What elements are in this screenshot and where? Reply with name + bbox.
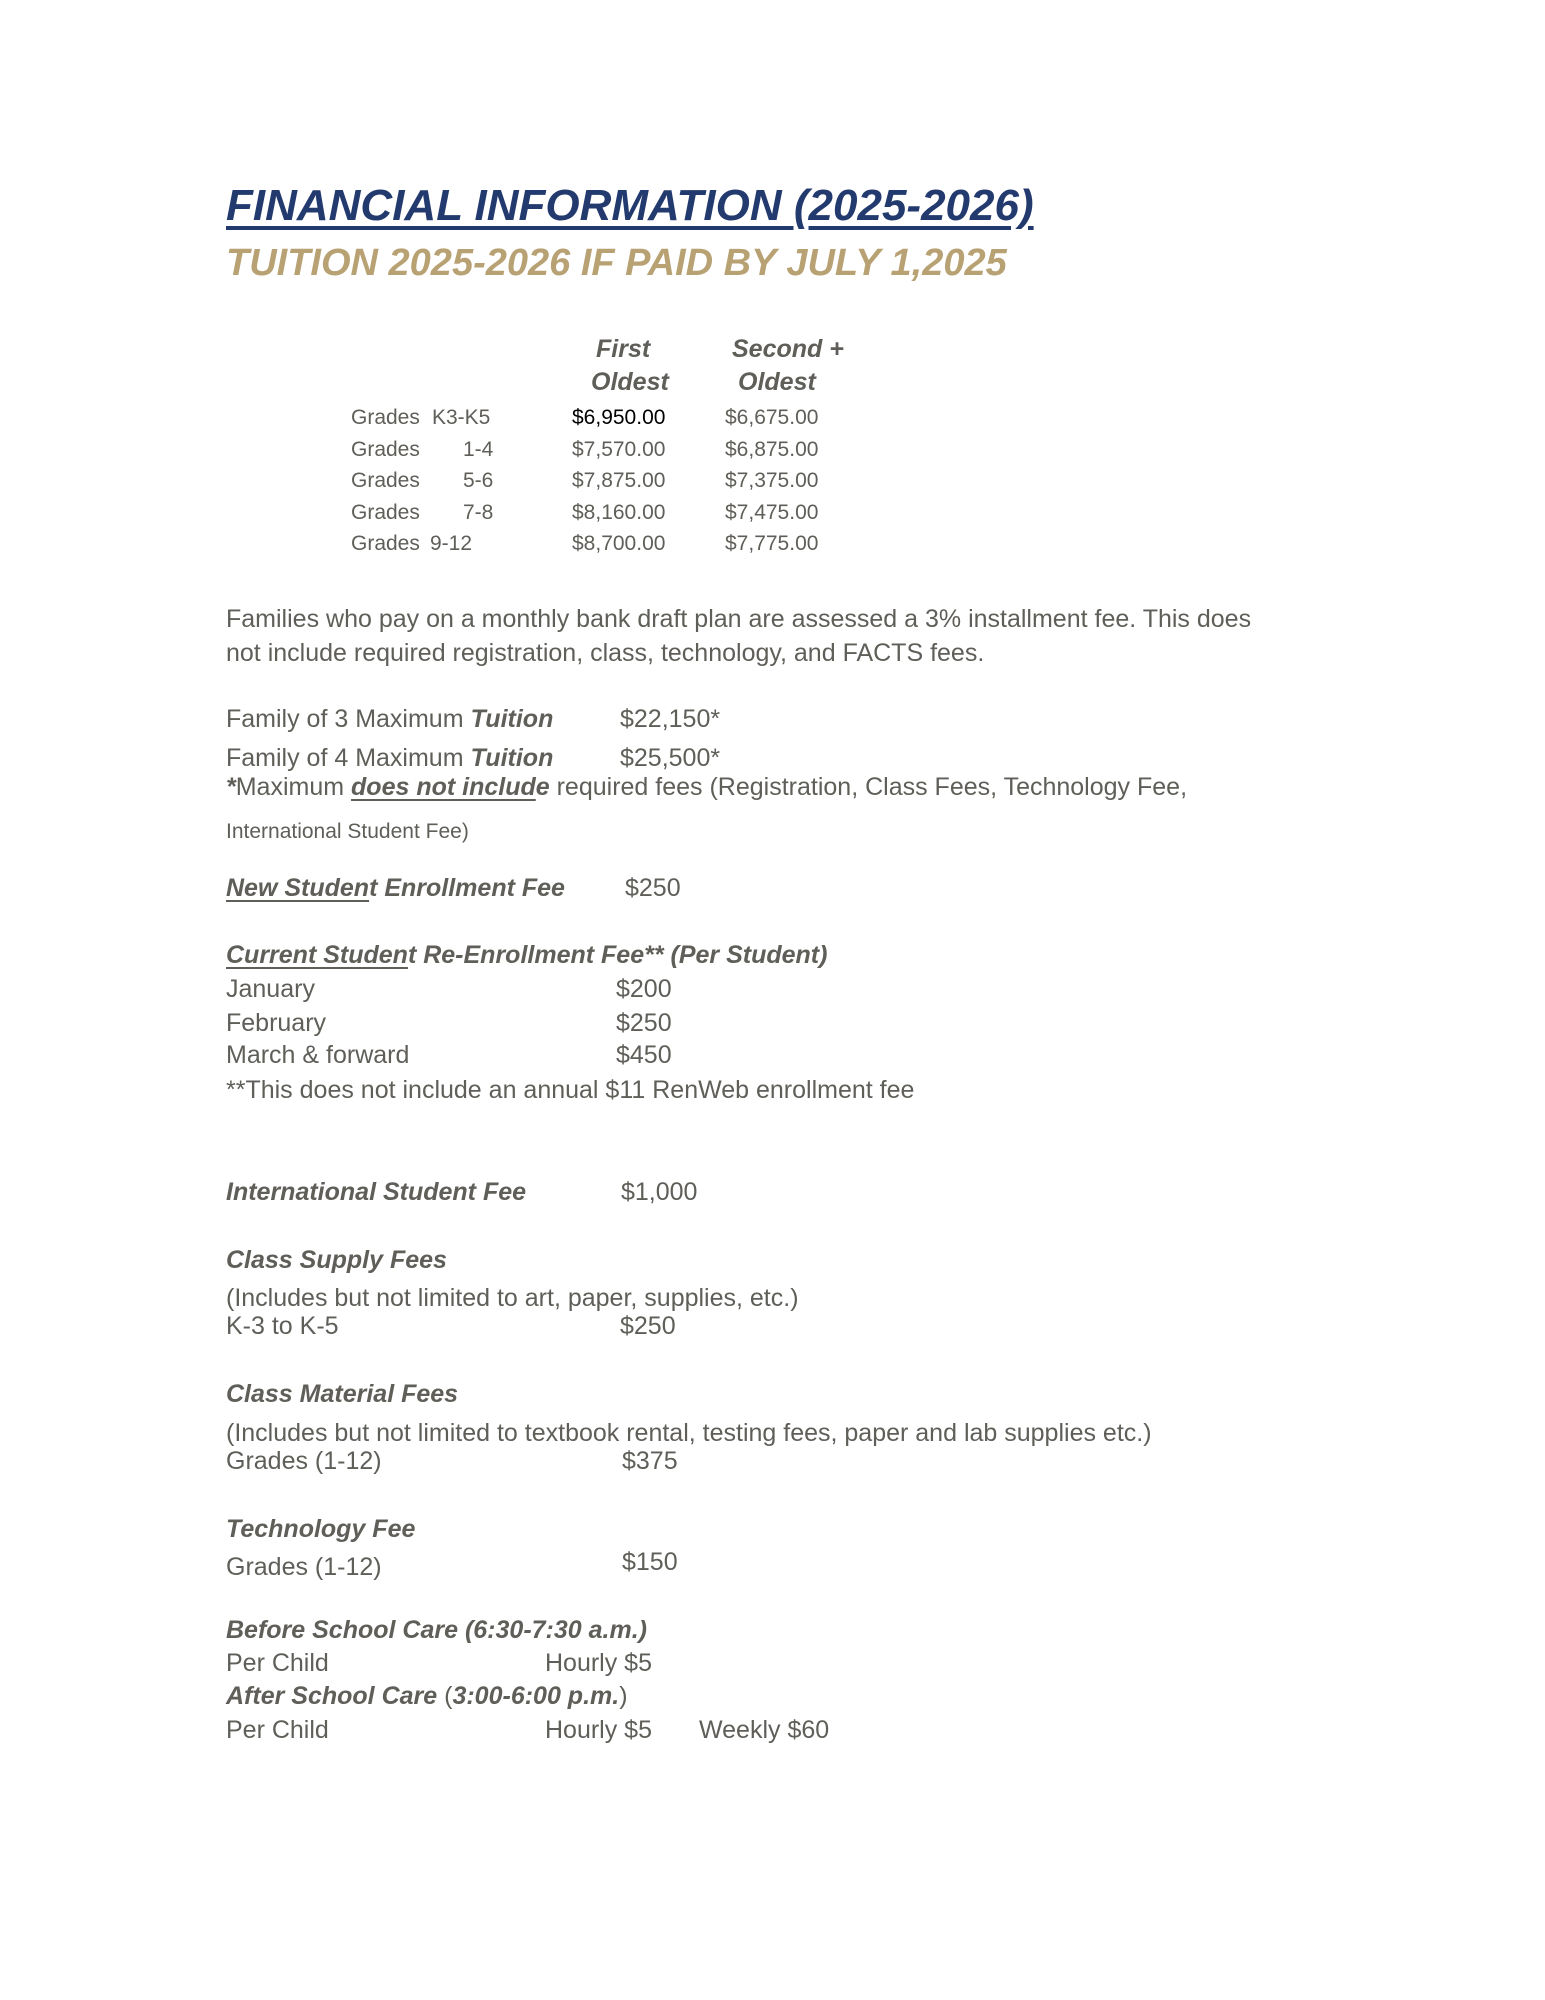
reenrollment-heading-underlined: Current Studen	[226, 941, 408, 969]
class-supply-desc: (Includes but not limited to art, paper, supplies, etc.)	[226, 1284, 799, 1312]
international-fee-label: International Student Fee	[226, 1178, 527, 1206]
family-3-value: $22,150*	[620, 705, 721, 733]
maximum-note-rest: required fees (Registration, Class Fees, Technology Fee,	[549, 773, 1188, 801]
installment-note-line2: not include required registration, class, technology, and FACTS fees.	[226, 639, 985, 667]
row-label: Grades	[351, 406, 420, 429]
col-header-second-line1: Second +	[732, 335, 844, 363]
page-title: FINANCIAL INFORMATION (2025-2026)	[226, 181, 1034, 230]
class-supply-heading: Class Supply Fees	[226, 1246, 447, 1274]
maximum-note-star: *	[226, 773, 236, 801]
col-header-second-line2: Oldest	[738, 368, 816, 396]
row-second-price: $6,675.00	[725, 406, 819, 429]
page-subtitle: TUITION 2025-2026 IF PAID BY JULY 1,2025	[226, 242, 1007, 284]
class-material-value: $375	[622, 1447, 678, 1475]
family-4-value: $25,500*	[620, 744, 721, 772]
maximum-note	[226, 775, 1187, 800]
technology-label: Grades (1-12)	[226, 1553, 382, 1581]
reenrollment-value: $450	[616, 1041, 672, 1069]
col-header-first-line2: Oldest	[591, 368, 669, 396]
family-4-label: Family of 4 Maximum	[226, 744, 471, 772]
row-first-price: $8,160.00	[572, 501, 666, 524]
family-3-emph: Tuition	[470, 705, 554, 733]
reenrollment-label: February	[226, 1009, 327, 1037]
family-3-label: Family of 3 Maximum	[226, 705, 471, 733]
after-care-paren-close: )	[619, 1682, 628, 1710]
after-care-paren-open: (	[437, 1682, 453, 1710]
row-second-price: $7,775.00	[725, 532, 819, 555]
maximum-note-line2: International Student Fee)	[226, 820, 469, 843]
new-student-rest: t Enrollment Fee	[369, 874, 565, 902]
reenrollment-label: March & forward	[226, 1041, 410, 1069]
before-care-hourly: Hourly $5	[545, 1649, 652, 1677]
row-label: Grades	[351, 532, 420, 555]
after-care-time: 3:00-6:00 p.m.	[452, 1682, 620, 1710]
row-label: Grades	[351, 438, 420, 461]
row-first-price: $6,950.00	[572, 406, 666, 429]
after-care-heading	[226, 1684, 628, 1709]
new-student-fee-value: $250	[625, 874, 681, 902]
technology-value: $150	[622, 1548, 678, 1576]
reenrollment-value: $200	[616, 975, 672, 1003]
row-second-price: $7,475.00	[725, 501, 819, 524]
class-material-heading: Class Material Fees	[226, 1380, 459, 1408]
reenrollment-label: January	[226, 975, 315, 1003]
row-range: 7-8	[463, 501, 494, 524]
family-4-emph: Tuition	[470, 744, 554, 772]
reenrollment-heading-rest: t Re-Enrollment Fee** (Per Student)	[407, 941, 828, 969]
row-first-price: $8,700.00	[572, 532, 666, 555]
row-first-price: $7,875.00	[572, 469, 666, 492]
class-supply-value: $250	[620, 1312, 676, 1340]
class-material-desc: (Includes but not limited to textbook rental, testing fees, paper and lab supplies etc.)	[226, 1419, 1152, 1447]
technology-heading: Technology Fee	[226, 1515, 416, 1543]
reenrollment-value: $250	[616, 1009, 672, 1037]
maximum-note-emph: does not includ	[351, 773, 536, 801]
after-care-weekly: Weekly $60	[699, 1716, 830, 1744]
row-range: 9-12	[430, 532, 473, 555]
class-supply-label: K-3 to K-5	[226, 1312, 339, 1340]
row-label: Grades	[351, 501, 420, 524]
after-care-heading-bold: After School Care	[226, 1682, 438, 1710]
maximum-note-word: Maximum	[235, 773, 352, 801]
class-material-label: Grades (1-12)	[226, 1447, 382, 1475]
family-3-max	[226, 707, 553, 732]
row-range: 5-6	[463, 469, 494, 492]
before-care-heading: Before School Care (6:30-7:30 a.m.)	[226, 1616, 647, 1644]
international-fee-value: $1,000	[621, 1178, 698, 1206]
after-care-label: Per Child	[226, 1716, 329, 1744]
before-care-label: Per Child	[226, 1649, 329, 1677]
maximum-note-emph-tail: e	[535, 773, 550, 801]
family-4-max	[226, 746, 553, 771]
row-range: 1-4	[463, 438, 494, 461]
reenrollment-heading	[226, 943, 827, 968]
new-student-fee-label	[226, 876, 565, 901]
row-second-price: $7,375.00	[725, 469, 819, 492]
row-first-price: $7,570.00	[572, 438, 666, 461]
col-header-first-line1: First	[596, 335, 651, 363]
new-student-underlined: New Studen	[226, 874, 370, 902]
reenrollment-note: **This does not include an annual $11 RenWeb enrollment fee	[226, 1076, 915, 1104]
row-second-price: $6,875.00	[725, 438, 819, 461]
row-label: Grades	[351, 469, 420, 492]
row-range: K3-K5	[432, 406, 491, 429]
after-care-hourly: Hourly $5	[545, 1716, 652, 1744]
installment-note-line1: Families who pay on a monthly bank draft plan are assessed a 3% installment fee. This does	[226, 605, 1252, 633]
